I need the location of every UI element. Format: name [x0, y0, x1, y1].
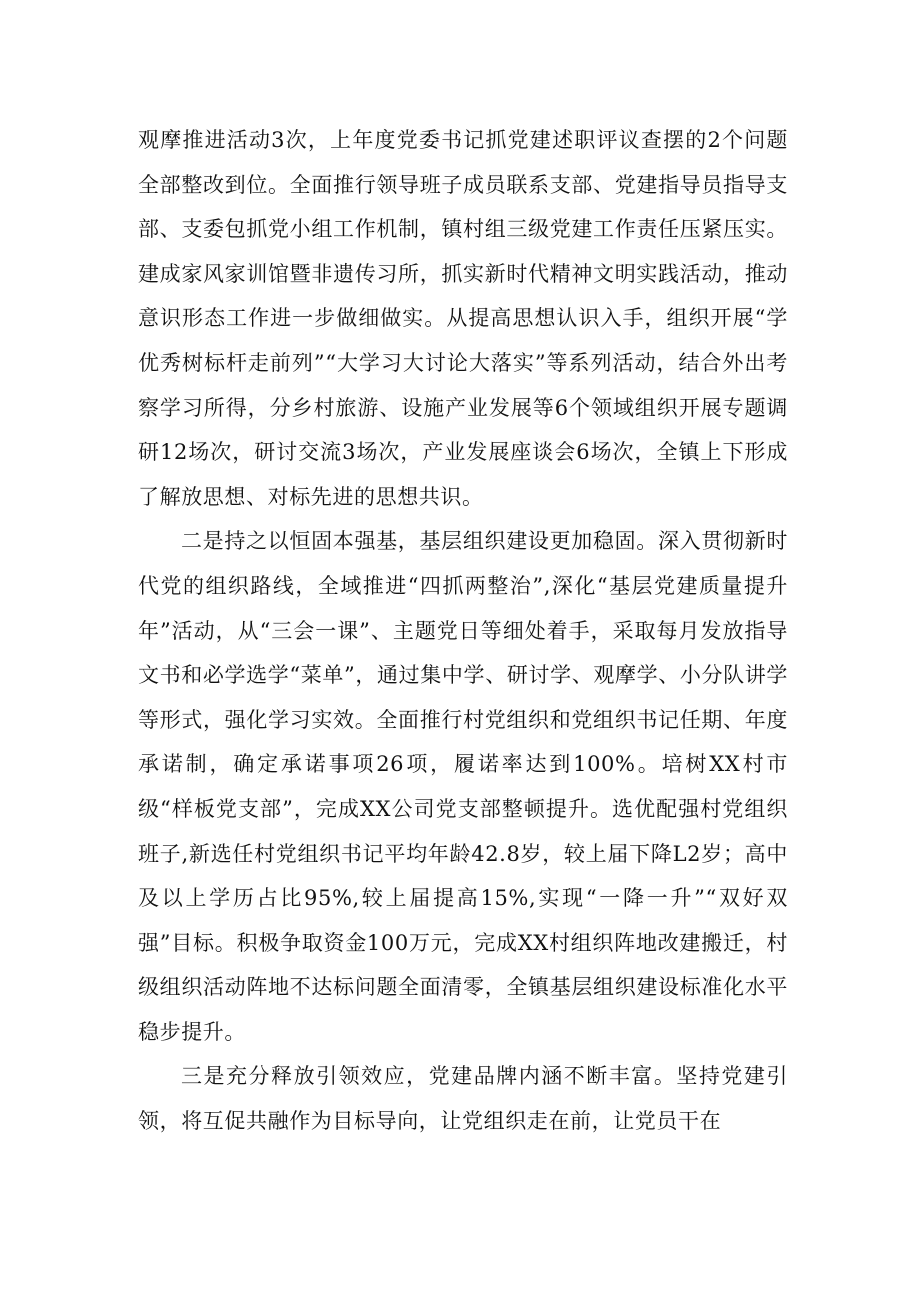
paragraph-section-two: 二是持之以恒固本强基，基层组织建设更加稳固。深入贯彻新时代党的组织路线，全域推进“四抓两整治”,深化“基层党建质量提升年”活动，从“三会一课”、主题党日等细处着手，采取每月发放指导文书和必学选学“菜单”，通过集中学、研讨学、观摩学、小分队讲学等形式，强化学习实效。全面推行村党组织和党组织书记任期、年度承诺制，确定承诺事项26项，履诺率达到100%。培树XX村市级“样板党支部”，完成XX公司党支部整顿提升。选优配强村党组织班子,新选任村党组织书记平均年龄42.8岁，较上届下降L2岁；高中及以上学历占比95%,较上届提高15%,实现“一降一升”“双好双强”目标。积极争取资金100万元，完成XX村组织阵地改建搬迁，村级组织活动阵地不达标问题全面清零，全镇基层组织建设标准化水平稳步提升。	[138, 529, 788, 1044]
document-body	[138, 118, 788, 1144]
paragraph-continued: 观摩推进活动3次，上年度党委书记抓党建述职评议查摆的2个问题全部整改到位。全面推行领导班子成员联系支部、党建指导员指导支部、支委包抓党小组工作机制，镇村组三级党建工作责任压紧压实。建成家风家训馆暨非遗传习所，抓实新时代精神文明实践活动，推动意识形态工作进一步做细做实。从提高思想认识入手，组织开展“学优秀树标杆走前列”“大学习大讨论大落实”等系列活动，结合外出考察学习所得，分乡村旅游、设施产业发展等6个领域组织开展专题调研12场次，研讨交流3场次，产业发展座谈会6场次，全镇上下形成了解放思想、对标先进的思想共识。	[138, 128, 788, 509]
paragraph-section-three: 三是充分释放引领效应，党建品牌内涵不断丰富。坚持党建引领，将互促共融作为目标导向，让党组织走在前，让党员干在	[138, 1064, 788, 1134]
